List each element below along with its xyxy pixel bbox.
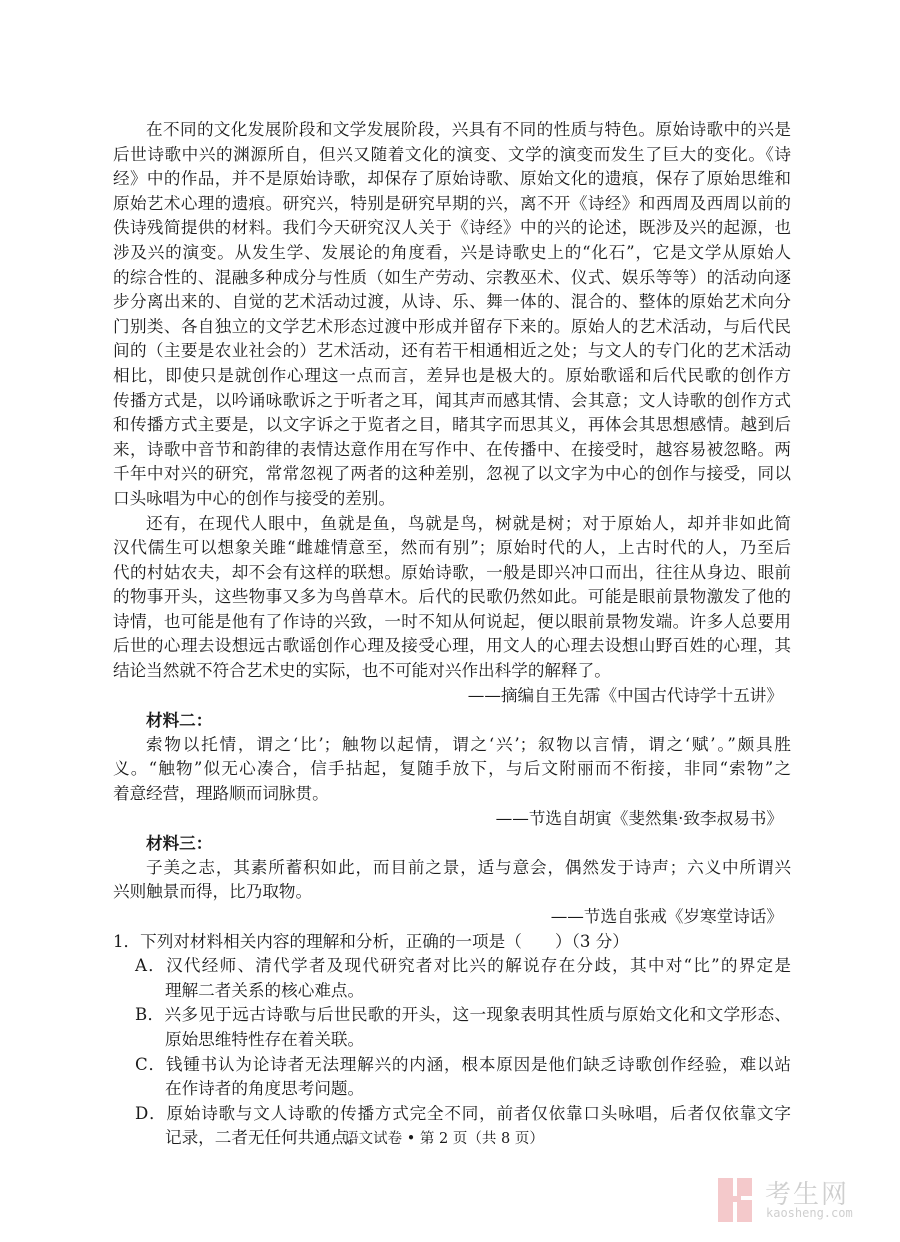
answer-option-B: B．兴多见于远古诗歌与后世民歌的开头，这一现象表明其性质与原始文化和文学形态、 <box>135 1005 791 1025</box>
paragraph-line: 和传播方式主要是，以文字诉之于览者之目，睹其字而思其义，再体会其思想感情。越到后 <box>113 415 791 435</box>
paragraph-line: 在不同的文化发展阶段和文学发展阶段，兴具有不同的性质与特色。原始诗歌中的兴是 <box>146 120 791 139</box>
question-stem: 1．下列对材料相关内容的理解和分析，正确的一项是（ ）（3 分） <box>113 931 629 951</box>
paragraph-line: 涉及兴的演变。从发生学、发展论的角度看，兴是诗歌史上的“化石”，它是文学从原始人 <box>113 242 791 262</box>
paragraph-line: 间的（主要是农业社会的）艺术活动，还有若干相通相近之处；与文人的专门化的艺术活动 <box>113 341 791 361</box>
paragraph-line: 步分离出来的、自觉的艺术活动过渡，从诗、乐、舞一体的、混合的、整体的原始艺术向分 <box>113 292 791 312</box>
answer-option-D: D．原始诗歌与文人诗歌的传播方式完全不同，前者仅依靠口头咏唱，后者仅依靠文字 <box>135 1103 791 1123</box>
page-number-text: 语文试卷 • 第 2 页（共 8 页） <box>344 1131 544 1147</box>
page-footer <box>0 1127 900 1148</box>
paragraph-line: 还有，在现代人眼中，鱼就是鱼，鸟就是鸟，树就是树；对于原始人，却并非如此简 <box>146 513 791 533</box>
paragraph-line: 着意经营，理路顺而词脉贯。 <box>113 784 329 804</box>
paragraph-line: 相比，即使只是就创作心理这一点而言，差异也是极大的。原始歌谣和后代民歌的创作方 <box>113 365 791 385</box>
material-heading: 材料二： <box>146 710 213 731</box>
paragraph-line: 的物事开头，这些物事又多为鸟兽草木。后代的民歌仍然如此。可能是眼前景物激发了他的 <box>113 587 791 607</box>
answer-option-C-continued: 在作诗者的角度思考问题。 <box>165 1079 365 1099</box>
paragraph-line: 索物以托情，谓之‘比’；触物以起情，谓之‘兴’；叙物以言情，谓之‘赋’。”颇具胜 <box>146 734 791 754</box>
paragraph-line: 原始艺术心理的遗痕。研究兴，特别是研究早期的兴，离不开《诗经》和西周及西周以前的 <box>113 193 791 213</box>
paragraph-line: 千年中对兴的研究，常常忽视了两者的这种差别，忽视了以文字为中心的创作与接受，同以 <box>113 464 791 484</box>
paragraph-line: 汉代儒生可以想象关雎“雌雄情意至，然而有别”；原始时代的人，上古时代的人，乃至后 <box>113 538 791 558</box>
paragraph-line: 后世的心理去设想远古歌谣创作心理及接受心理，用文人的心理去设想山野百姓的心理，其 <box>113 636 791 656</box>
paragraph-line: 来，诗歌中音节和韵律的表情达意作用在写作中、在传播中、在接受时，越容易被忽略。两 <box>113 439 791 459</box>
watermark-url: kaosheng.com <box>766 1206 853 1220</box>
paragraph-line: 后世诗歌中兴的渊源所自，但兴又随着文化的演变、文学的演变而发生了巨大的变化。《诗 <box>113 144 791 164</box>
paragraph-line: 诗情，也可能是他有了作诗的兴致，一时不知从何说起，便以眼前景物发端。许多人总要用 <box>113 611 791 631</box>
kaosheng-logo-icon <box>718 1178 756 1222</box>
paragraph-line: 口头咏唱为中心的创作与接受的差别。 <box>113 488 396 508</box>
paragraph-line: 传播方式是，以吟诵咏歌诉之于听者之耳，闻其声而感其情、会其意；文人诗歌的创作方式 <box>113 390 791 410</box>
answer-option-A-continued: 理解二者关系的核心难点。 <box>165 980 365 1000</box>
paragraph-line: 兴则触景而得，比乃取物。 <box>113 882 313 902</box>
answer-option-B-continued: 原始思维特性存在着关联。 <box>165 1029 365 1049</box>
source-citation: ——节选自张戒《岁寒堂诗话》 <box>550 907 783 926</box>
material-heading: 材料三： <box>146 833 213 854</box>
paragraph-line: 佚诗残简提供的材料。我们今天研究汉人关于《诗经》中的兴的论述，既涉及兴的起源，也 <box>113 218 791 238</box>
paragraph-line: 义。“触物”似无心凑合，信手拈起，复随手放下，与后文附丽而不衔接，非同“索物”之 <box>113 759 791 779</box>
exam-page-body <box>113 118 791 1151</box>
watermark-logo <box>718 1178 890 1238</box>
source-citation: ——摘编自王先霈《中国古代诗学十五讲》 <box>467 685 783 705</box>
watermark-title: 考生网 <box>765 1180 850 1210</box>
answer-option-D-continued: 记录，二者无任何共通点。 <box>165 1128 365 1148</box>
paragraph-line: 子美之志，其素所蓄积如此，而目前之景，适与意会，偶然发于诗声；六义中所谓兴 <box>146 857 791 877</box>
answer-option-A: A．汉代经师、清代学者及现代研究者对比兴的解说存在分歧，其中对“比”的界定是 <box>135 956 791 976</box>
source-citation: ——节选自胡寅《斐然集·致李叔易书》 <box>495 808 783 828</box>
paragraph-line: 的综合性的、混融多种成分与性质（如生产劳动、宗教巫术、仪式、娱乐等等）的活动向逐 <box>113 267 791 287</box>
paragraph-line: 代的村姑农夫，却不会有这样的联想。原始诗歌，一般是即兴冲口而出，往往从身边、眼前 <box>113 562 791 582</box>
paragraph-line: 经》中的作品，并不是原始诗歌，却保存了原始诗歌、原始文化的遗痕，保存了原始思维和 <box>113 169 791 189</box>
answer-option-C: C．钱锺书认为论诗者无法理解兴的内涵，根本原因是他们缺乏诗歌创作经验，难以站 <box>135 1054 791 1074</box>
paragraph-line: 结论当然就不符合艺术史的实际，也不可能对兴作出科学的解释了。 <box>113 661 611 681</box>
paragraph-line: 门别类、各自独立的文学艺术形态过渡中形成并留存下来的。原始人的艺术活动，与后代民 <box>113 316 791 336</box>
